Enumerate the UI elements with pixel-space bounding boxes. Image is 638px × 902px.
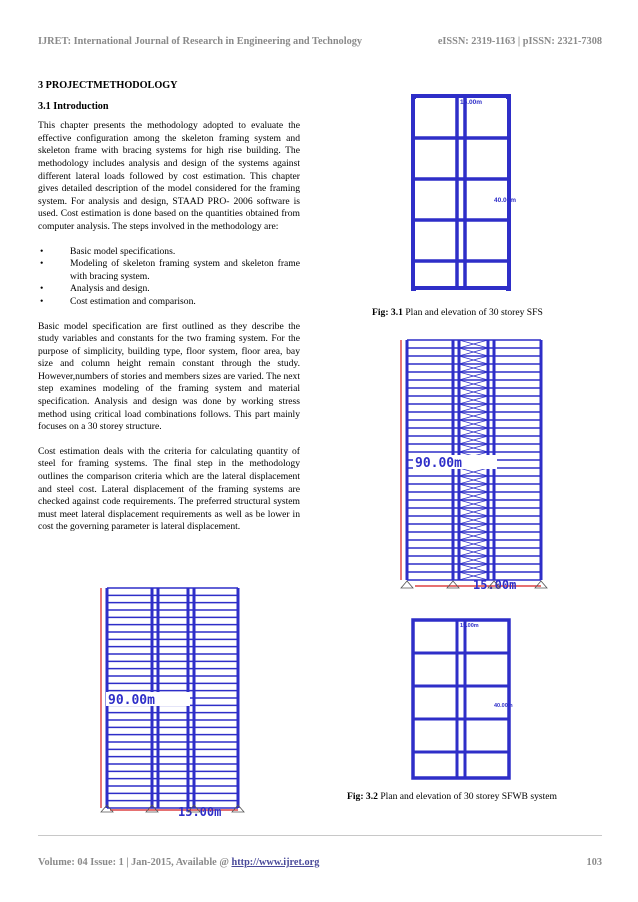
elevation-figure-sfs [90,586,270,816]
list-item: • Basic model specifications. [40,245,176,257]
list-item: • Modeling of skeleton framing system and skeleton frame with bracing system. [40,258,300,282]
left-column [38,80,300,546]
plan-depth-label: 40.00m [494,197,517,204]
page-number: 103 [586,857,602,868]
plan-width-label-2: 15.00m [460,623,479,629]
elevation-height-label-2: 90.00m [108,693,155,708]
subsection-heading: 3.1 Introduction [38,100,109,112]
list-item: • Analysis and design. [40,283,150,295]
footer-divider [38,835,602,836]
bullet-icon: • [40,283,44,295]
plan-figure-sfwb [410,617,520,782]
figure-caption-3-2: Fig: 3.2 Plan and elevation of 30 storey SFWB system [347,791,557,802]
elevation-width-label-2: 15.00m [178,805,222,816]
figure-caption-3-1: Fig: 3.1 Plan and elevation of 30 storey SFS [372,307,543,318]
paragraph-model-spec: Basic model specification are first outlined as they describe the study variables and constants for the two framing system. For the purpose of simplicity, building type, floor system, floor area, bay size and column height remain constant through the study. However,numbers of stories and members sizes are varied. The next step examines modeling of the framing system and material specification. Analysis and design was done by working stress method using critical load combinations follows. This part mainly focuses on a 30 storey structure. [38,320,300,433]
elevation-height-label: 90.00m [415,456,462,471]
plan-width-label: 15.00m [460,99,483,106]
bullet-icon: • [40,258,44,270]
list-item: • Cost estimation and comparison. [40,295,196,307]
bullet-icon: • [40,245,44,257]
elevation-figure-sfwb [395,338,555,593]
elevation-width-label: 15.00m [473,578,517,592]
plan-figure-sfs [410,93,520,293]
page-footer [38,857,602,868]
paragraph-intro: This chapter presents the methodology adopted to evaluate the effective configuration among the skeleton framing system and skeleton frame with bracing systems for high rise building. The methodology includes analysis and design of the systems against different lateral loads followed by cost estimation. This chapter gives detailed description of the model considered for the framing system. For analysis and design, STAAD PRO- 2006 software is used. Cost estimation is done based on the quantities obtained from computer analysis. The steps involved in the methodology are: [38,120,300,232]
section-heading: 3 PROJECTMETHODOLOGY [38,80,178,91]
page-header [38,36,602,47]
plan-depth-label-2: 40.00m [494,703,513,709]
footer-volume: Volume: 04 Issue: 1 | Jan-2015, Available @ http://www.ijret.org [38,857,320,868]
journal-title: IJRET: International Journal of Research in Engineering and Technology [38,36,363,47]
bullet-icon: • [40,295,44,307]
issn: eISSN: 2319-1163 | pISSN: 2321-7308 [437,36,602,47]
journal-link[interactable]: http://www.ijret.org [231,857,320,868]
methodology-list [38,246,300,309]
paragraph-cost: Cost estimation deals with the criteria for calculating quantity of steel for framing systems. The final step in the methodology outlines the comparison criteria which are the lateral displacement and steel cost. Lateral displacement of the framing systems are checked against code requirements. The preferred structural system must meet lateral displacement requirements as well as be lower in cost the governing parameter is lateral displacement. [38,445,300,533]
